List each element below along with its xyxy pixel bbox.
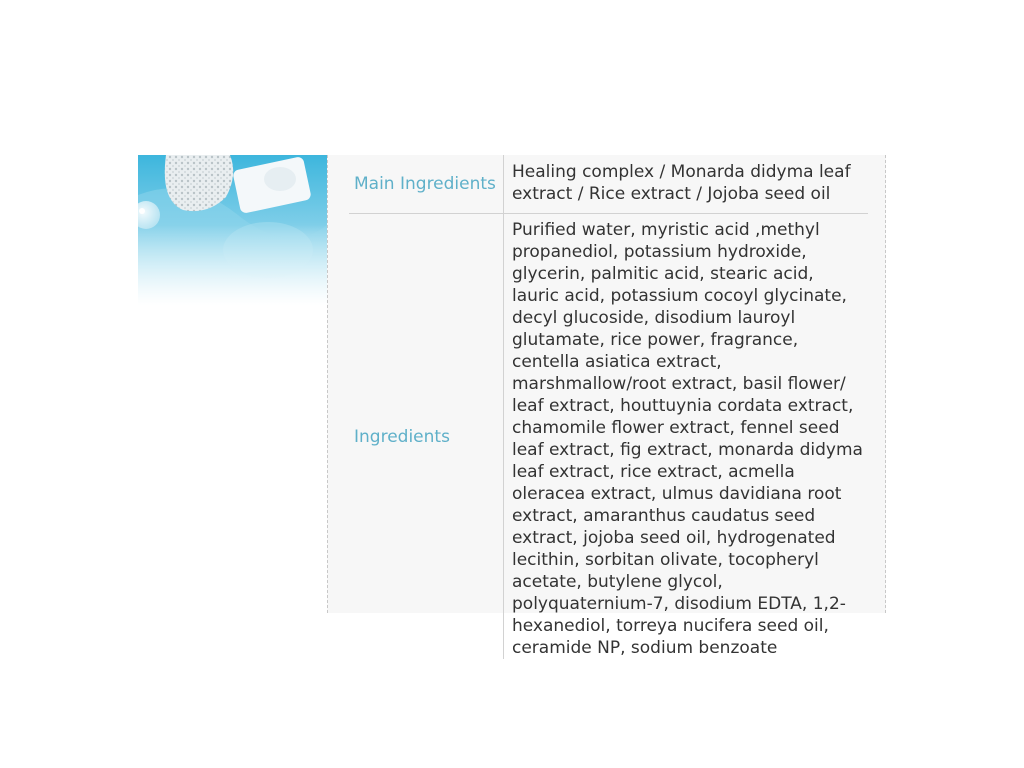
product-image (138, 155, 327, 305)
ingredients-value: Purified water, myristic acid ,methyl propanediol, potassium hydroxide, glycerin, palmitic acid, stearic acid, lauric acid, potassium cocoyl glycinate, decyl glucoside, disodium lauroyl glutamate, rice power, fragrance, centella asiatica extract, marshmallow/root extract, basil flower/ leaf extract, houttuynia cordata extract, chamomile flower extract, fennel seed leaf extract, fig extract, monarda didyma leaf extract, rice extract, acmella oleracea extract, ulmus davidiana root extract, amaranthus caudatus seed extract, jojoba seed oil, hydrogenated lecithin, sorbitan olivate, tocopheryl acetate, butylene glycol, polyquaternium-7, disodium EDTA, 1,2-hexanediol, torreya nucifera seed oil, ceramide NP, sodium benzoate (512, 220, 863, 658)
table-row (349, 214, 868, 660)
ingredients-label: Ingredients (349, 214, 504, 660)
table-row (349, 155, 868, 214)
ingredients-panel (327, 155, 886, 658)
main-ingredients-value: Healing complex / Monarda didyma leaf extract / Rice extract / Jojoba seed oil (504, 155, 869, 214)
main-ingredients-label: Main Ingredients (349, 155, 504, 214)
ingredients-table (349, 155, 868, 659)
